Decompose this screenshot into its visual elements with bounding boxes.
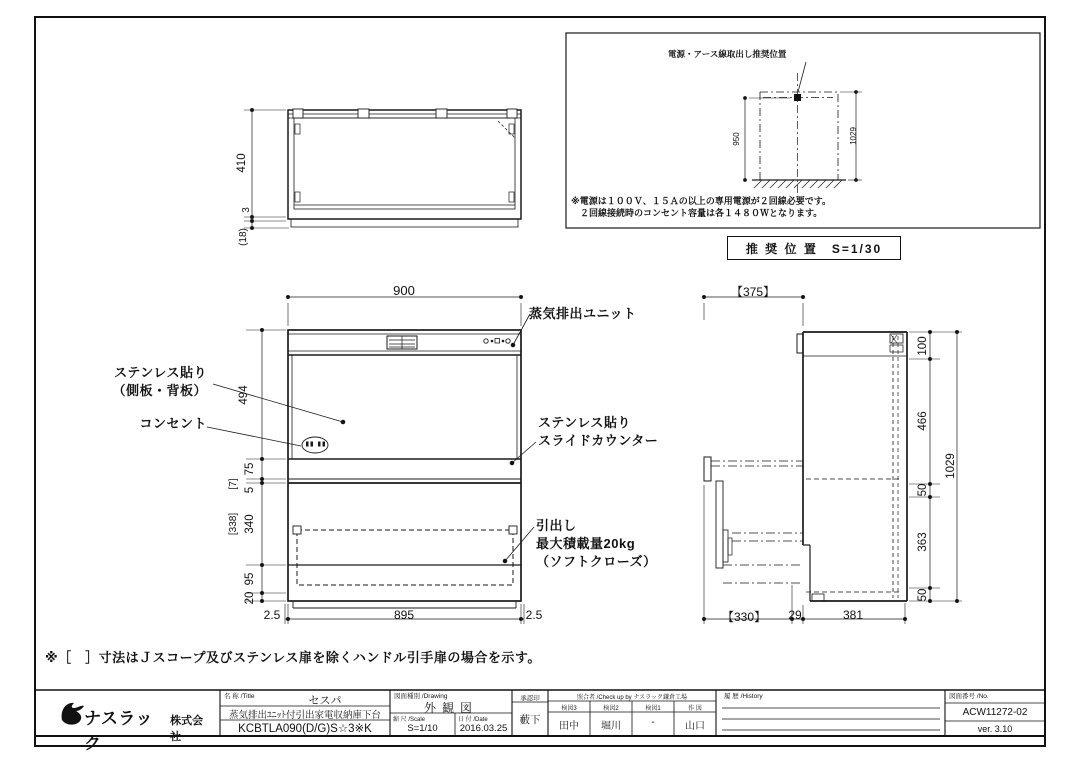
inset-note-line2: ２回線接続時のコンセント容量は各１４８０Ｗとなります。	[571, 208, 823, 218]
front-dim-895: 895	[393, 608, 415, 622]
front-dim-340: 340	[244, 514, 256, 534]
side-dim-363: 363	[917, 532, 929, 552]
plan-dim-18: (18)	[238, 228, 249, 246]
title-header: 名 称 /Title	[224, 693, 255, 700]
vent-grille	[387, 336, 417, 349]
drawing-number: ACW11272-02	[962, 707, 1028, 718]
drawer-hidden-outline	[293, 526, 517, 585]
side-dim-381: 381	[842, 608, 864, 622]
scale-header: 縮 尺 /Scale	[393, 717, 426, 723]
front-dim-20: 20	[244, 591, 256, 605]
company-name-suffix: 株式会社	[170, 715, 204, 743]
drawer-extended	[716, 481, 803, 583]
company-name	[84, 704, 214, 754]
plan-dim-410: 410	[236, 153, 248, 173]
label-stainless-panels-2: （側板・背板）	[112, 383, 207, 398]
front-dim-2-5-left: 2.5	[263, 608, 281, 622]
plan-view	[288, 109, 521, 227]
date-header: 日 付 /Date	[458, 717, 488, 723]
drawing-type: 外観図	[423, 701, 478, 715]
drawing-no-header: 図面番号 /No.	[949, 693, 989, 700]
date-value: 2016.03.25	[459, 723, 508, 734]
front-dim-494: 494	[238, 385, 250, 405]
product-name: セスパ	[308, 695, 342, 707]
label-drawer-2: 最大積載量20kg	[536, 536, 636, 551]
front-dim-7-bracket: [7]	[228, 478, 239, 490]
side-dim-466: 466	[917, 411, 929, 431]
approval-name: 藪下	[519, 714, 541, 726]
bracket-dimension-note: ※［ ］寸法はＪスコープ及びステンレス扉を除くハンドル引手扉の場合を示す。	[45, 650, 541, 665]
check-name-1: -	[651, 717, 655, 728]
power-outlet-point	[794, 94, 801, 101]
product-description: 蒸気排出ﾕﾆｯﾄ付引出家電収納庫下台	[228, 710, 381, 721]
front-dim-2-5-right: 2.5	[525, 608, 543, 622]
check-header: 照合者 /Check up by ナスラック鎌倉工場	[577, 695, 687, 701]
side-dim-29: 29	[788, 608, 802, 622]
front-dim-338-bracket: [338]	[228, 512, 239, 536]
side-dim-330: 【330】	[721, 610, 767, 624]
side-dim-375: 【375】	[730, 285, 776, 299]
label-drawer-3: （ソフトクローズ）	[536, 554, 657, 569]
inset-note-line1: ※電源は１００Ｖ、１５Ａの以上の専用電源が２回線必要です。	[571, 196, 832, 206]
front-dim-900: 900	[393, 283, 415, 298]
inset-dim-1029: 1029	[849, 127, 858, 145]
inset-caption-box: 推 奨 位 置 S=1/30	[727, 236, 901, 260]
model-number: KCBTLA090(D/G)S☆3※K	[238, 723, 372, 735]
company-logo-mark	[62, 703, 84, 725]
front-view	[288, 330, 521, 608]
label-slide-counter-2: スライドカウンター	[538, 433, 659, 448]
ground-hatch	[754, 180, 842, 188]
outlet-symbol	[302, 437, 328, 453]
side-dim-100: 100	[917, 336, 929, 356]
approval-header: 承認印	[520, 695, 540, 702]
slide-counter-extended	[704, 457, 803, 481]
label-slide-counter-1: ステンレス貼り	[538, 415, 631, 430]
side-dim-50-upper: 50	[917, 483, 929, 497]
side-dim-1029: 1029	[945, 453, 957, 479]
check-name-2: 堀川	[601, 721, 621, 732]
control-buttons	[484, 339, 510, 344]
front-dim-75: 75	[244, 462, 256, 476]
label-outlet: コンセント	[139, 416, 207, 431]
front-dim-5: 5	[244, 486, 256, 494]
check-col-3: 検図3	[561, 706, 577, 712]
version: ver. 3.10	[977, 724, 1013, 734]
company-name-main: ナスラック	[84, 709, 153, 753]
side-dim-50-lower: 50	[917, 588, 929, 602]
scale-value: S=1/10	[407, 723, 438, 734]
inset-power-label: 電源・アース線取出し推奨位置	[668, 49, 787, 59]
side-view	[704, 332, 907, 601]
check-col-draw: 作 図	[688, 706, 702, 712]
label-steam-unit: 蒸気排出ユニット	[529, 306, 637, 321]
check-col-2: 検図2	[603, 706, 619, 712]
drawing-type-header: 図面種別 /Drawing	[394, 693, 448, 700]
plan-dim-3: 3	[241, 207, 252, 213]
check-name-draw: 山口	[685, 721, 705, 732]
check-col-1: 検図1	[645, 706, 661, 712]
check-name-3: 田中	[559, 721, 579, 732]
inset-dim-950: 950	[732, 132, 741, 146]
label-stainless-panels-1: ステンレス貼り	[114, 365, 207, 380]
front-dim-95: 95	[244, 572, 256, 586]
label-drawer-1: 引出し	[536, 518, 577, 533]
history-header: 履 歴 /History	[724, 693, 763, 700]
